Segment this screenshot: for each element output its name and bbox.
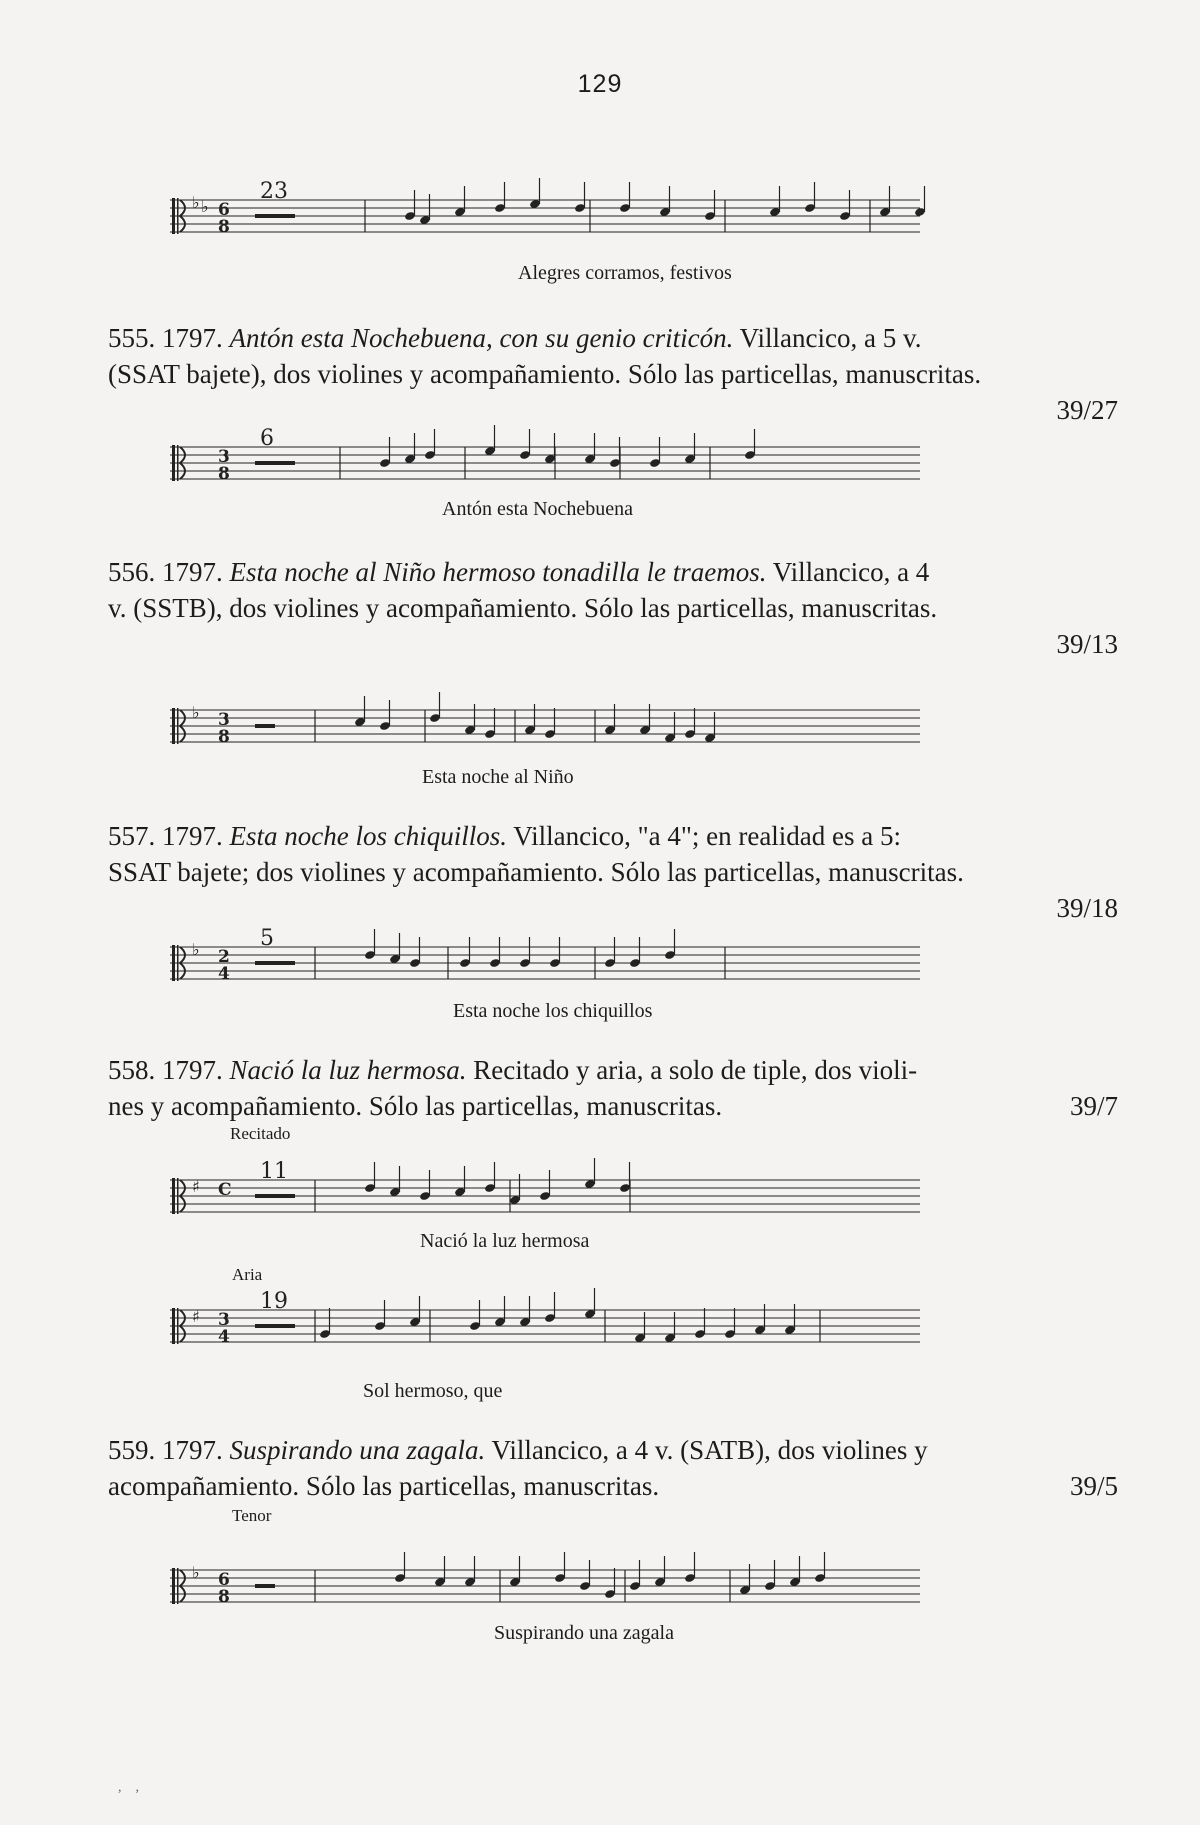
staff-notation-nacio xyxy=(170,1159,1070,1245)
c-clef-icon xyxy=(177,198,179,234)
music-staff-sol xyxy=(170,1289,1070,1375)
entry-desc-1: Villancico, a 5 v. xyxy=(733,323,922,353)
multi-measure-rest xyxy=(255,961,295,965)
entry-title: Nació la luz hermosa. xyxy=(229,1055,467,1085)
section-label-tenor: Tenor xyxy=(232,1506,272,1525)
c-clef-icon xyxy=(172,1178,175,1214)
time-sig-top: 6 xyxy=(218,200,230,220)
time-sig-top: C xyxy=(218,1180,232,1200)
music-staff-esta-noche-nino xyxy=(170,695,1070,775)
incipit-suspirando: Suspirando una zagala xyxy=(494,1622,674,1644)
entry-desc-1: Villancico, a 4 v. (SATB), dos violines y xyxy=(485,1435,928,1465)
c-clef-icon xyxy=(172,708,175,744)
section-label-recitado: Recitado xyxy=(230,1124,291,1143)
section-label-aria: Aria xyxy=(232,1265,263,1284)
sharp-icon: ♯ xyxy=(192,1177,200,1196)
entry-ref: 39/27 xyxy=(1056,395,1118,425)
entry-ref: 39/7 xyxy=(1069,1091,1118,1121)
margin-mark: , , xyxy=(118,1780,139,1795)
c-clef-icon xyxy=(172,198,175,234)
page-number: 129 xyxy=(577,70,623,98)
measure-rest-count: 5 xyxy=(260,926,274,951)
measure-rest-count: 11 xyxy=(260,1159,288,1184)
entry-desc-1: Villancico, "a 4"; en realidad es a 5: xyxy=(506,821,902,851)
entry-ref: 39/5 xyxy=(1069,1471,1118,1501)
multi-measure-rest xyxy=(255,214,295,218)
music-staff-nacio xyxy=(170,1159,1070,1245)
incipit-chiquillos: Esta noche los chiquillos xyxy=(453,1000,653,1022)
entry-ref: 39/13 xyxy=(1056,629,1118,659)
entry-558 xyxy=(108,1052,1118,1124)
c-clef-icon xyxy=(172,445,175,481)
entry-desc-2: nes y acompañamiento. Sólo las particellas, manuscritas. xyxy=(108,1091,723,1121)
entry-number: 556. 1797. xyxy=(108,557,223,587)
c-clef-icon xyxy=(172,1568,175,1604)
entry-556 xyxy=(108,554,1118,662)
staff-notation-sol xyxy=(170,1289,1070,1375)
measure-rest-count: 23 xyxy=(260,179,288,204)
entry-title: Esta noche al Niño hermoso tonadilla le traemos. xyxy=(229,557,767,587)
entry-desc-1: Recitado y aria, a solo de tiple, dos violi- xyxy=(466,1055,918,1085)
flat-icon: ♭ xyxy=(192,703,200,722)
incipit-anton: Antón esta Nochebuena xyxy=(442,498,634,520)
entry-title: Esta noche los chiquillos. xyxy=(229,821,507,851)
entry-number: 555. 1797. xyxy=(108,323,223,353)
entry-559 xyxy=(108,1432,1118,1504)
measure-rest-count: 6 xyxy=(260,426,274,451)
c-clef-icon xyxy=(177,1308,179,1344)
entry-desc-2: SSAT bajete; dos violines y acompañamiento. Sólo las particellas, manuscritas. xyxy=(108,857,964,887)
whole-rest xyxy=(255,724,275,728)
time-sig-bottom: 8 xyxy=(218,1587,230,1607)
entry-number: 557. 1797. xyxy=(108,821,223,851)
time-sig-top: 3 xyxy=(218,1310,230,1330)
time-sig-top: 2 xyxy=(218,947,230,967)
time-sig-top: 3 xyxy=(218,447,230,467)
entry-557 xyxy=(108,818,1118,926)
sharp-icon: ♯ xyxy=(192,1307,200,1326)
time-sig-bottom: 4 xyxy=(218,1327,230,1347)
multi-measure-rest xyxy=(255,1324,295,1328)
entry-number: 558. 1797. xyxy=(108,1055,223,1085)
multi-measure-rest xyxy=(255,461,295,465)
time-sig-top: 6 xyxy=(218,1570,230,1590)
entry-desc-1: Villancico, a 4 xyxy=(766,557,930,587)
incipit-alegres: Alegres corramos, festivos xyxy=(518,262,732,284)
entry-desc-2: acompañamiento. Sólo las particellas, manuscritas. xyxy=(108,1471,660,1501)
c-clef-icon xyxy=(177,445,179,481)
entry-555 xyxy=(108,320,1118,428)
incipit-sol: Sol hermoso, que xyxy=(363,1380,503,1402)
incipit-esta-noche-nino: Esta noche al Niño xyxy=(422,766,574,788)
time-sig-bottom: 8 xyxy=(218,464,230,484)
time-sig-bottom: 4 xyxy=(218,964,230,984)
c-clef-icon xyxy=(177,708,179,744)
measure-rest-count: 19 xyxy=(260,1289,288,1314)
incipit-nacio: Nació la luz hermosa xyxy=(420,1230,590,1252)
time-sig-bottom: 8 xyxy=(218,217,230,237)
entry-title: Antón esta Nochebuena, con su genio criticón. xyxy=(229,323,734,353)
entry-number: 559. 1797. xyxy=(108,1435,223,1465)
c-clef-icon xyxy=(172,945,175,981)
time-sig-bottom: 8 xyxy=(218,727,230,747)
entry-desc-2: (SSAT bajete), dos violines y acompañamiento. Sólo las particellas, manuscritas. xyxy=(108,359,982,389)
flat-icon: ♭ xyxy=(201,197,209,216)
music-staff-alegres xyxy=(170,179,1070,265)
time-sig-top: 3 xyxy=(218,710,230,730)
staff-notation-esta-noche-nino xyxy=(170,695,1070,775)
flat-icon: ♭ xyxy=(192,193,200,212)
entry-ref: 39/18 xyxy=(1056,893,1118,923)
multi-measure-rest xyxy=(255,1194,295,1198)
c-clef-icon xyxy=(177,1178,179,1214)
entry-desc-2: v. (SSTB), dos violines y acompañamiento. Sólo las particellas, manuscritas. xyxy=(108,593,938,623)
staff-notation-alegres xyxy=(170,179,1070,265)
whole-rest xyxy=(255,1584,275,1588)
c-clef-icon xyxy=(172,1308,175,1344)
flat-icon: ♭ xyxy=(192,940,200,959)
entry-title: Suspirando una zagala. xyxy=(229,1435,486,1465)
c-clef-icon xyxy=(177,1568,179,1604)
flat-icon: ♭ xyxy=(192,1563,200,1582)
c-clef-icon xyxy=(177,945,179,981)
